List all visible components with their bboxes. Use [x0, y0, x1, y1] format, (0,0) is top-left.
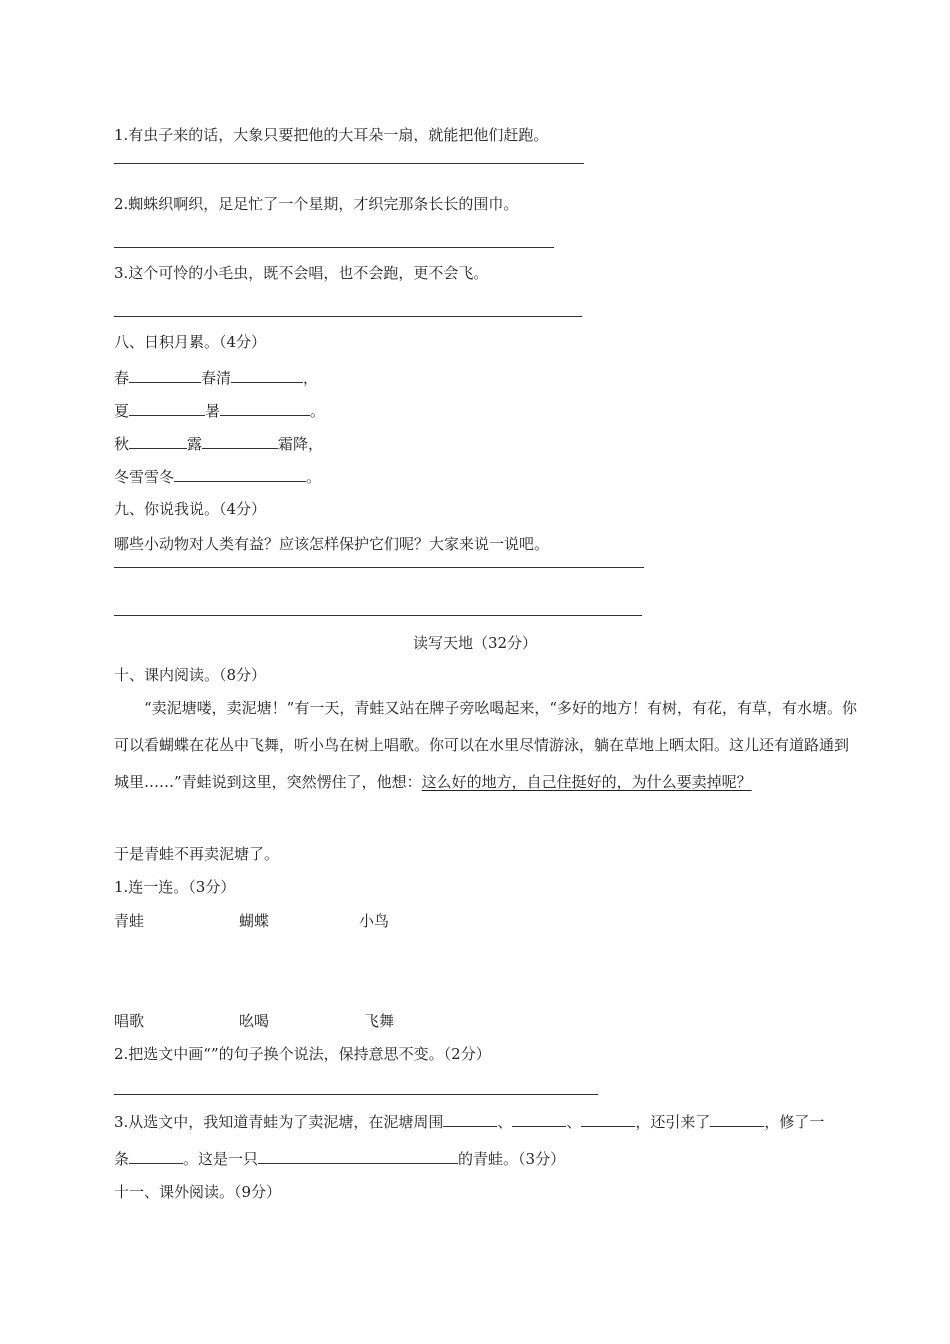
sentence-2: 2.蜘蛛织啊织，足足忙了一个星期，才织完那条长长的围巾。	[114, 195, 519, 213]
idiom-text: 。	[306, 468, 322, 486]
fill-blank	[710, 1111, 764, 1127]
idiom-text: 冬雪雪冬	[114, 468, 175, 486]
question-2-title: 2.把选文中画“”的句子换个说法，保持意思不变。（2分）	[114, 1045, 491, 1063]
match-bottom-fly: 飞舞	[364, 1012, 395, 1030]
question-3-line-1	[114, 1111, 824, 1132]
section-11-title: 十一、课外阅读。（9分）	[114, 1183, 282, 1201]
idiom-text: 秋	[114, 435, 130, 453]
q3-text: 、	[497, 1113, 513, 1131]
fill-blank	[129, 367, 201, 383]
fill-blank	[231, 367, 303, 383]
idiom-text: 霜降，	[278, 435, 324, 453]
idiom-line-spring	[114, 367, 318, 388]
section-9-title: 九、你说我说。（4分）	[114, 500, 267, 518]
fill-blank	[129, 433, 187, 449]
idiom-text: 春	[114, 369, 130, 387]
passage-underlined-sentence: 这么好的地方，自己住挺好的，为什么要卖掉呢？	[421, 773, 752, 791]
answer-line-9b	[114, 615, 642, 616]
match-top-bird: 小鸟	[359, 912, 390, 930]
q3-text: 、	[566, 1113, 582, 1131]
match-bottom-sing: 唱歌	[114, 1012, 145, 1030]
fill-blank	[220, 400, 310, 416]
passage-text: “卖泥塘喽，卖泥塘！”有一天，青蛙又站在牌子旁吆喝起来，“多好的地方！有树，有花，有草，有水塘。你可以看蝴蝶在花丛中飞舞，听小鸟在树上唱歌。你可以在水里尽情游泳，躺在草地上晒太阳。这儿还有道路通到城里……”青蛙说到这里，突然愣住了，他想：	[114, 699, 858, 791]
fill-blank	[258, 1148, 458, 1164]
match-bottom-shout: 吆喝	[239, 1012, 270, 1030]
fill-blank	[202, 433, 278, 449]
answer-line-1	[114, 163, 584, 164]
idiom-text: ，	[303, 369, 319, 387]
idiom-text: 。	[310, 402, 326, 420]
idiom-line-autumn	[114, 433, 323, 454]
match-top-frog: 青蛙	[114, 912, 145, 930]
question-1-title: 1.连一连。（3分）	[114, 878, 236, 896]
idiom-line-summer	[114, 400, 325, 421]
q3-text: ，修了一	[764, 1113, 825, 1131]
q3-text: ，还引来了	[635, 1113, 711, 1131]
q3-text: 的青蛙。（3分）	[458, 1150, 566, 1168]
sentence-1: 1.有虫子来的话，大象只要把他的大耳朵一扇，就能把他们赶跑。	[114, 126, 549, 144]
section-10-title: 十、课内阅读。（8分）	[114, 666, 267, 684]
match-top-butterfly: 蝴蝶	[239, 912, 270, 930]
fill-blank	[512, 1111, 566, 1127]
fill-blank	[129, 1148, 183, 1164]
reading-section-heading: 读写天地（32分）	[412, 634, 538, 652]
answer-line-2	[114, 247, 554, 248]
idiom-text: 春清	[201, 369, 232, 387]
question-3-line-2	[114, 1148, 565, 1169]
section-8-title: 八、日积月累。（4分）	[114, 333, 267, 351]
fill-blank	[174, 466, 306, 482]
idiom-line-winter	[114, 466, 321, 487]
q3-text: 3.从选文中，我知道青蛙为了卖泥塘，在泥塘周围	[114, 1113, 444, 1131]
idiom-text: 露	[187, 435, 203, 453]
answer-line-q2	[114, 1094, 598, 1095]
fill-blank	[443, 1111, 497, 1127]
section-9-question: 哪些小动物对人类有益？应该怎样保护它们呢？大家来说一说吧。	[114, 535, 550, 553]
idiom-text: 暑	[205, 402, 221, 420]
sentence-3: 3.这个可怜的小毛虫，既不会唱，也不会跑，更不会飞。	[114, 264, 489, 282]
answer-line-3	[114, 316, 582, 317]
idiom-text: 夏	[114, 402, 130, 420]
answer-line-9a	[114, 567, 644, 568]
fill-blank	[581, 1111, 635, 1127]
fill-blank	[129, 400, 205, 416]
passage-ending: 于是青蛙不再卖泥塘了。	[114, 845, 280, 863]
q3-text: 。这是一只	[183, 1150, 259, 1168]
q3-text: 条	[114, 1150, 130, 1168]
reading-passage	[114, 690, 862, 801]
